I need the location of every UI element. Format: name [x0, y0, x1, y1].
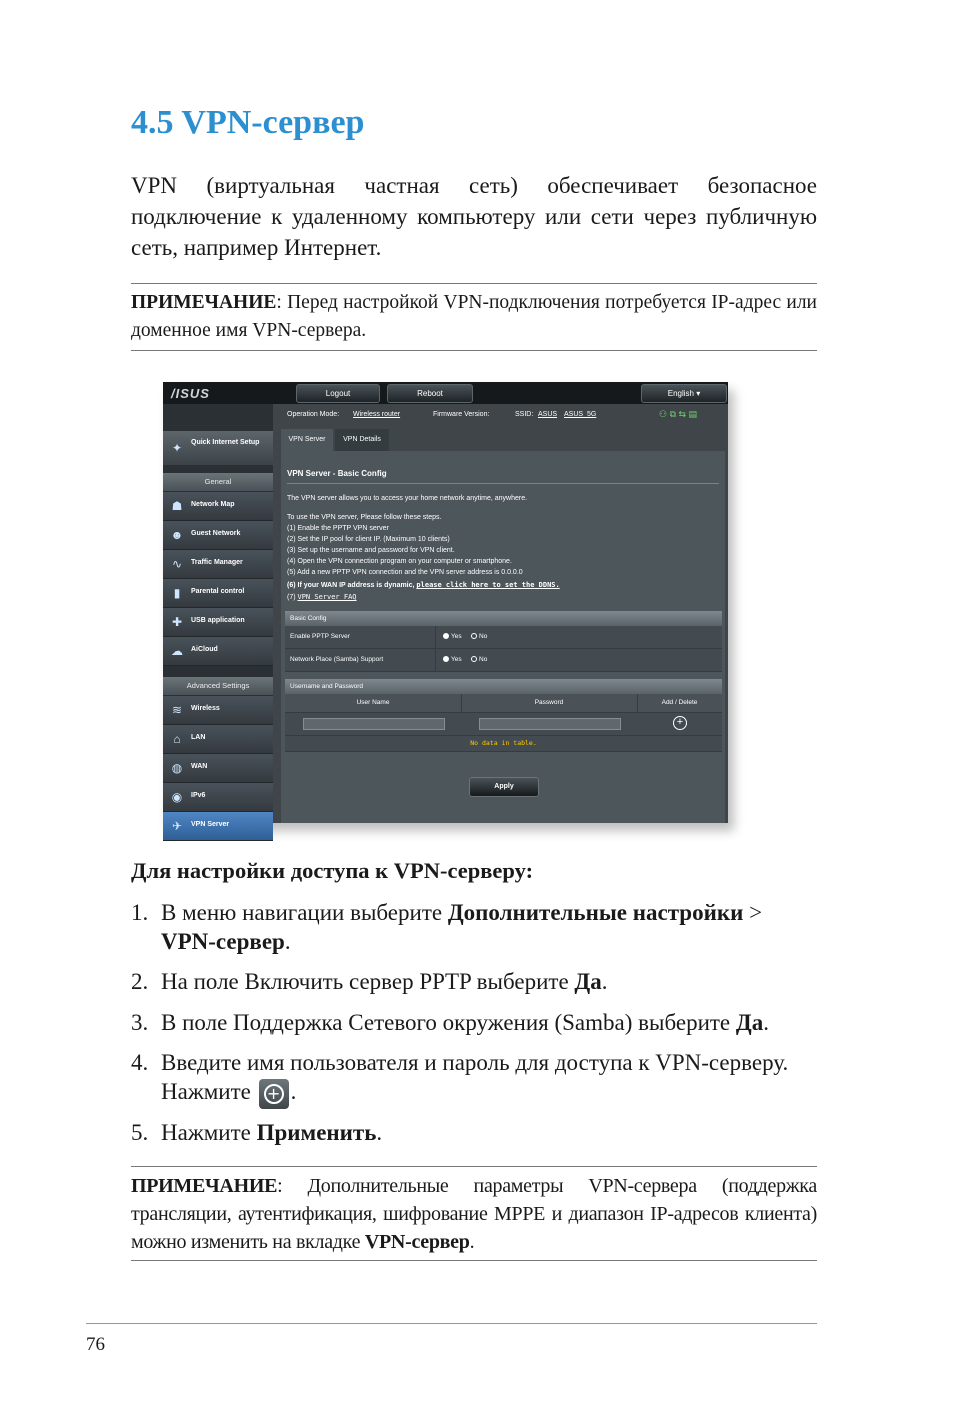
sidebar-item-vpn-server[interactable]	[163, 812, 273, 841]
page-number: 76	[86, 1334, 105, 1355]
reboot-button[interactable]: Reboot	[387, 384, 473, 403]
step-number: 3.	[131, 1010, 149, 1035]
sidebar-item-label: IPv6	[191, 792, 206, 799]
sidebar-item-label: LAN	[191, 734, 206, 741]
vpn-step: (3) Set up the username and password for VPN client.	[287, 547, 455, 554]
sidebar-item-label: Quick Internet Setup	[191, 439, 260, 446]
samba-label: Network Place (Samba) Support	[290, 656, 384, 663]
radio-selected-icon	[443, 656, 449, 662]
step-number: 4.	[131, 1050, 149, 1075]
wand-icon: ✦	[171, 441, 183, 455]
sidebar-item-label: VPN Server	[191, 821, 230, 828]
content-desc: The VPN server allows you to access your home network anytime, anywhere.	[287, 495, 528, 502]
sidebar-item-label: WAN	[191, 763, 208, 770]
firmware-label: Firmware Version:	[433, 411, 490, 418]
ipv6-icon: ◉	[171, 790, 183, 804]
no-label: No	[479, 656, 488, 663]
router-screenshot	[163, 382, 728, 833]
sidebar-item-label: Network Map	[191, 501, 235, 508]
sidebar-item-aicloud[interactable]	[163, 637, 273, 666]
col-password: Password	[534, 699, 564, 706]
sidebar-item-ipv6[interactable]	[163, 783, 273, 812]
network-map-icon: ☗	[171, 499, 183, 513]
sidebar-item-label: USB application	[191, 617, 245, 624]
input-row	[285, 713, 722, 736]
note-text: : Дополнительные параметры VPN-сервера (поддержка трансляции, аутентификация, шифрование MPPE и диапазон IP-адресов клиента) можно изменить на вкладке	[131, 1175, 817, 1253]
content-heading: VPN Server - Basic Config	[287, 469, 387, 478]
note-bold: VPN-сервер	[364, 1231, 470, 1253]
step-text-part: .	[290, 1079, 297, 1104]
vpn-step: (4) Open the VPN connection program on your computer or smartphone.	[287, 558, 512, 565]
sidebar-item-label: Traffic Manager	[191, 559, 243, 566]
user-pass-header: Username and Password	[285, 679, 722, 694]
wan-icon: ◍	[171, 761, 183, 775]
pptp-no-radio[interactable]	[471, 633, 487, 640]
language-select[interactable]	[641, 384, 727, 403]
enable-pptp-label: Enable PPTP Server	[290, 633, 350, 640]
sidebar	[163, 404, 273, 833]
step-number: 5.	[131, 1120, 149, 1145]
samba-no-radio[interactable]	[471, 656, 487, 663]
ssid-1: ASUS	[538, 411, 558, 418]
instructions-heading: Для настройки доступа к VPN-серверу:	[131, 858, 534, 883]
operation-bar	[281, 406, 728, 424]
step-bold: Да	[574, 969, 602, 994]
ddns-link[interactable]: please click here to set the DDNS.	[416, 581, 560, 589]
sidebar-heading-advanced: Advanced Settings	[163, 677, 273, 695]
vpn-step-6	[287, 581, 560, 589]
op-mode-link[interactable]: Wireless router	[353, 411, 401, 418]
wireless-icon: ≋	[171, 703, 183, 717]
vpn-step: (1) Enable the PPTP VPN server	[287, 525, 389, 532]
step-bold: Дополнительные настройки	[447, 900, 744, 925]
radio-icon	[471, 656, 477, 662]
content-panel	[281, 451, 725, 823]
sidebar-item-label: AiCloud	[191, 646, 218, 653]
logout-button[interactable]: Logout	[296, 384, 380, 403]
radio-icon	[471, 633, 477, 639]
note-1	[131, 289, 817, 345]
top-bar	[163, 382, 728, 404]
enable-pptp-row	[285, 626, 722, 649]
step-text	[161, 1008, 821, 1037]
step-bold: Да	[735, 1010, 764, 1035]
apply-button[interactable]: Apply	[469, 777, 539, 797]
step-text-part: .	[601, 969, 608, 994]
step-bold: Применить	[256, 1120, 377, 1145]
pptp-yes-radio[interactable]	[443, 633, 462, 640]
step-number: 1.	[131, 900, 149, 925]
note-label: ПРИМЕЧАНИЕ	[131, 1175, 278, 1197]
sidebar-item-lan[interactable]	[163, 725, 273, 754]
step-6-text: (6) If your WAN IP address is dynamic,	[287, 582, 417, 589]
tab-vpn-details[interactable]: VPN Details	[335, 429, 389, 451]
step-text-part: .	[376, 1120, 383, 1145]
add-icon[interactable]: +	[673, 716, 687, 730]
chevron-down-icon: ▾	[696, 389, 701, 398]
cell-divider	[435, 626, 436, 648]
yes-label: Yes	[451, 633, 462, 640]
note-top-rule	[131, 283, 817, 284]
sidebar-item-guest-network[interactable]	[163, 521, 273, 550]
sidebar-item-usb-application[interactable]	[163, 608, 273, 637]
cell-divider	[435, 649, 436, 671]
col-add-delete: Add / Delete	[661, 699, 698, 706]
add-icon: +	[259, 1079, 289, 1109]
sidebar-item-label: Guest Network	[191, 530, 241, 537]
tab-vpn-server[interactable]: VPN Server	[281, 429, 333, 451]
footer-rule	[86, 1323, 817, 1324]
intro-paragraph: VPN (виртуальная частная сеть) обеспечивает безопасное подключение к удаленному компьютеру или сети через публичную сеть, например Интернет.	[131, 173, 817, 260]
guest-network-icon: ☻	[170, 528, 184, 542]
lan-icon: ⌂	[173, 732, 181, 746]
no-label: No	[479, 633, 488, 640]
step-text	[161, 967, 821, 996]
steps-intro: To use the VPN server, Please follow these steps.	[287, 514, 442, 521]
note-2	[131, 1172, 817, 1256]
step-text-part: .	[284, 929, 291, 954]
note-label: ПРИМЕЧАНИЕ	[131, 292, 277, 313]
step-text	[161, 1118, 821, 1147]
step-text-part: В меню навигации выберите	[161, 900, 448, 925]
username-input[interactable]	[303, 718, 445, 730]
vpn-step-7	[287, 593, 357, 601]
step-7-text: (7)	[287, 594, 298, 601]
no-data-row	[285, 736, 722, 752]
sidebar-item-parental-control[interactable]	[163, 579, 273, 608]
step-number: 2.	[131, 969, 149, 994]
password-input[interactable]	[479, 718, 621, 730]
col-user-name: User Name	[356, 699, 390, 706]
section-title: 4.5 VPN-сервер	[131, 104, 365, 141]
basic-config-header: Basic Config	[285, 611, 722, 626]
status-icons: ⚇ ⧉ ⇆ ▤	[659, 409, 698, 419]
sidebar-heading-general: General	[163, 473, 273, 491]
step-text	[161, 1048, 821, 1109]
usb-application-icon: ✚	[171, 615, 183, 629]
samba-row	[285, 649, 722, 672]
language-value: English	[667, 389, 694, 398]
table-header-row	[285, 694, 722, 713]
step-text-part: >	[743, 900, 763, 925]
faq-link[interactable]: VPN Server FAQ	[297, 593, 357, 601]
sidebar-item-quick-setup[interactable]	[163, 431, 273, 465]
note2-top-rule	[131, 1166, 817, 1167]
samba-yes-radio[interactable]	[443, 656, 462, 663]
step-text-part: Введите имя пользователя и пароль для доступа к VPN-серверу. Нажмите	[161, 1050, 789, 1104]
vpn-step: (2) Set the IP pool for client IP. (Maximum 10 clients)	[287, 536, 450, 543]
vpn-step: (5) Add a new PPTP VPN connection and the VPN server address is 0.0.0.0	[287, 569, 523, 576]
no-data-text: No data in table.	[470, 739, 537, 747]
note2-bottom-rule	[131, 1260, 817, 1261]
vpn-server-icon: ✈	[171, 819, 183, 833]
traffic-manager-icon: ∿	[171, 557, 183, 571]
sidebar-item-traffic-manager[interactable]	[163, 550, 273, 579]
sidebar-item-network-map[interactable]	[163, 492, 273, 521]
asus-logo: /ISUS	[171, 386, 210, 401]
op-mode-label: Operation Mode:	[287, 411, 340, 418]
ssid-2: ASUS_5G	[564, 411, 597, 418]
sidebar-item-wireless[interactable]	[163, 696, 273, 725]
step-text	[161, 898, 821, 956]
aicloud-icon: ☁	[171, 644, 183, 658]
sidebar-item-label: Wireless	[191, 705, 220, 712]
step-text-part: Нажмите	[161, 1120, 257, 1145]
sidebar-item-wan[interactable]	[163, 754, 273, 783]
sidebar-item-label: Parental control	[191, 588, 245, 595]
note-text: : Перед настройкой VPN-подключения потребуется IP-адрес или доменное имя VPN-сервера.	[131, 292, 817, 341]
heading-rule	[287, 483, 719, 484]
step-bold: VPN-сервер	[161, 929, 285, 954]
radio-selected-icon	[443, 633, 449, 639]
note-end: .	[469, 1231, 475, 1253]
ssid-label: SSID:	[515, 411, 534, 418]
step-text-part: В поле Поддержка Сетевого окружения (Samba) выберите	[161, 1010, 736, 1035]
step-text-part: На поле Включить сервер PPTP выберите	[161, 969, 575, 994]
note-bottom-rule	[131, 350, 817, 351]
yes-label: Yes	[451, 656, 462, 663]
step-text-part: .	[763, 1010, 769, 1035]
parental-control-icon: ▮	[173, 586, 181, 600]
